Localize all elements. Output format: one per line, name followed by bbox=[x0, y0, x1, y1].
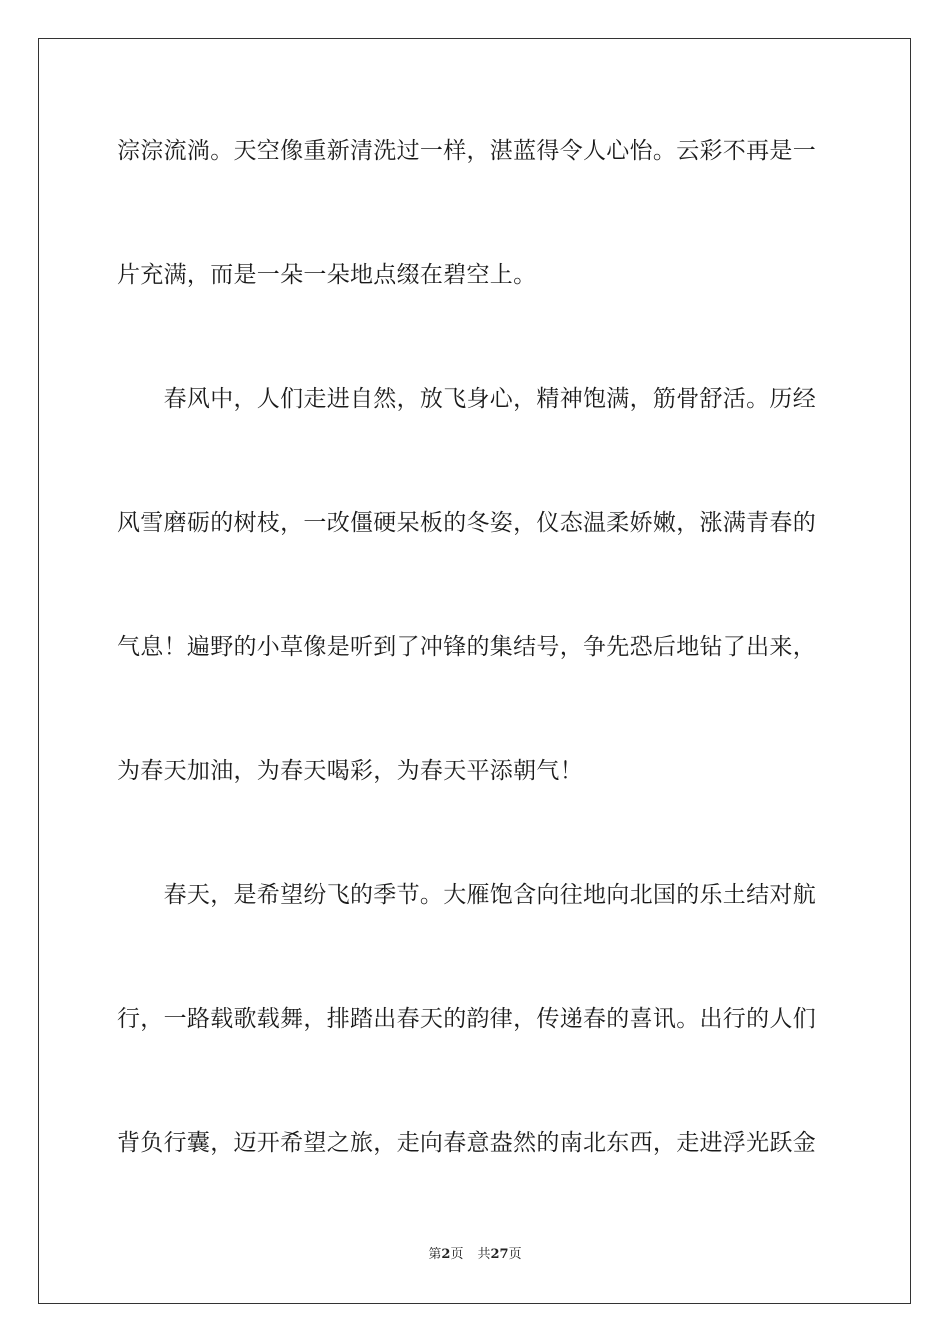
page-footer bbox=[0, 1246, 950, 1264]
text-line: 春天，是希望纷飞的季节。大雁饱含向往地向北国的乐土结对航 bbox=[117, 882, 816, 908]
text-line: 背负行囊，迈开希望之旅，走向春意盎然的南北东西，走进浮光跃金 bbox=[117, 1130, 816, 1156]
text-line: 气息！遍野的小草像是听到了冲锋的集结号，争先恐后地钻了出来， bbox=[117, 634, 816, 660]
text-line: 风雪磨砺的树枝，一改僵硬呆板的冬姿，仪态温柔娇嫩，涨满青春的 bbox=[117, 510, 816, 536]
total-pages-prefix: 共 bbox=[477, 1247, 491, 1262]
page-number-prefix: 第 bbox=[428, 1247, 442, 1262]
text-line: 淙淙流淌。天空像重新清洗过一样，湛蓝得令人心怡。云彩不再是一 bbox=[117, 138, 816, 164]
total-pages-number: 27 bbox=[490, 1247, 509, 1262]
text-line: 春风中，人们走进自然，放飞身心，精神饱满，筋骨舒活。历经 bbox=[117, 386, 816, 412]
page-number-suffix: 页 bbox=[450, 1247, 464, 1262]
page-border bbox=[38, 38, 911, 1304]
text-line: 行，一路载歌载舞，排踏出春天的韵律，传递春的喜讯。出行的人们 bbox=[117, 1006, 816, 1032]
current-page-number: 2 bbox=[441, 1247, 451, 1262]
text-line: 为春天加油，为春天喝彩，为春天平添朝气！ bbox=[117, 758, 583, 784]
total-pages-suffix: 页 bbox=[508, 1247, 522, 1262]
text-line: 片充满，而是一朵一朵地点缀在碧空上。 bbox=[117, 262, 537, 288]
